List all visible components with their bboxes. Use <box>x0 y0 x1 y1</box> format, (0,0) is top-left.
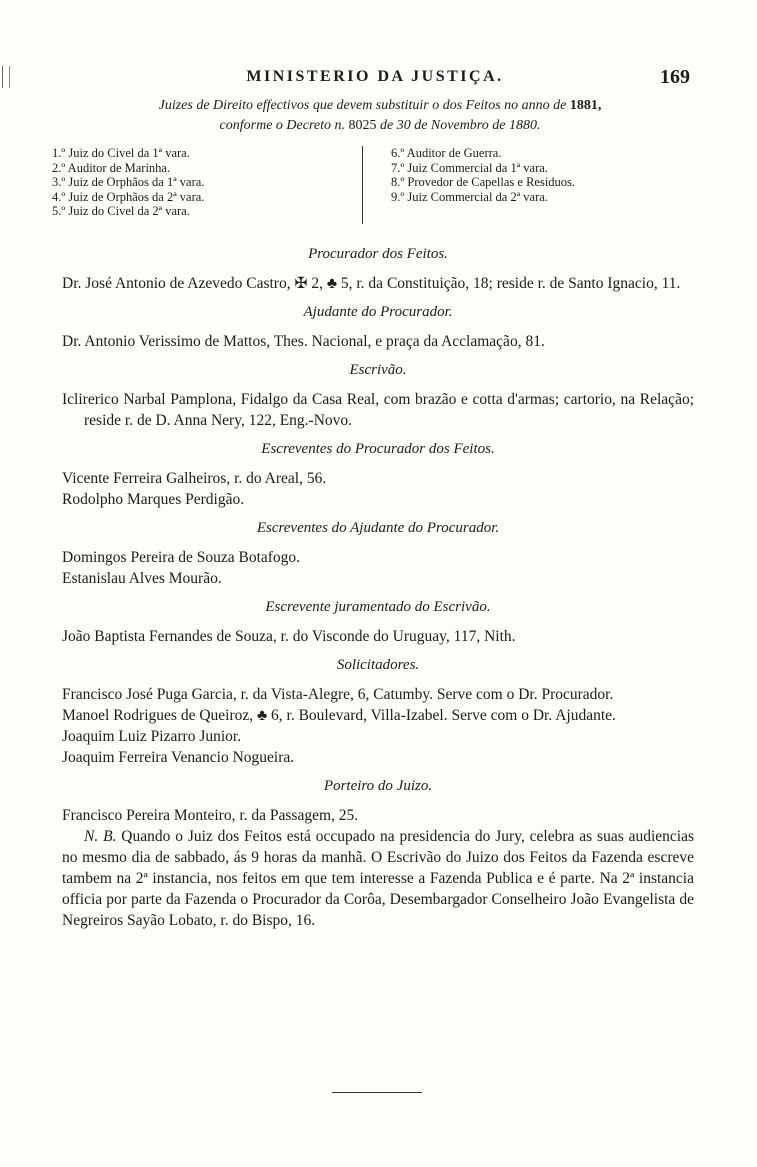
entry-procurador: Dr. José Antonio de Azevedo Castro, ✠ 2, ♣ 5, r. da Constituição, 18; reside r. de Santo Ignacio, 11. <box>62 275 681 292</box>
intro-year: 1881, <box>569 98 602 113</box>
judge-item: 8.º Provedor de Capellas e Residuos. <box>391 175 576 189</box>
intro-line-2: conforme o Decreto n. <box>219 118 345 133</box>
intro-line-2b: de 30 de Novembro de 1880. <box>380 118 541 133</box>
section-title-procurador: Procurador dos Feitos. <box>308 246 448 262</box>
judge-item: 2.º Auditor de Marinha. <box>52 160 171 175</box>
entry-porteiro: Francisco Pereira Monteiro, r. da Passagem, 25. <box>62 807 359 824</box>
entry-solicitador: Joaquim Luiz Pizarro Junior. <box>62 728 242 745</box>
judge-item: 4.º Juiz de Orphãos da 2ª vara. <box>52 189 205 204</box>
margin-mark <box>2 66 10 88</box>
entry-ajudante: Dr. Antonio Verissimo de Mattos, Thes. Nacional, e praça da Acclamação, 81. <box>62 333 545 350</box>
section-title-ajudante: Ajudante do Procurador. <box>303 304 453 320</box>
section-title-escreventes-procurador: Escreventes do Procurador dos Feitos. <box>261 441 495 457</box>
substitute-judges-list <box>52 146 702 238</box>
entry-escrevente: Vicente Ferreira Galheiros, r. do Areal, 56. <box>62 470 327 487</box>
judge-item: 3.º Juiz de Orphãos da 1ª vara. <box>52 175 205 189</box>
entry-solicitador: Manoel Rodrigues de Queiroz, ♣ 6, r. Boulevard, Villa-Izabel. Serve com o Dr. Ajudante. <box>62 707 616 724</box>
running-title: MINISTERIO DA JUSTIÇA. <box>246 68 504 85</box>
judge-item: 6.º Auditor de Guerra. <box>391 146 502 160</box>
nota-bene-text: Quando o Juiz dos Feitos está occupado na presidencia do Jury, celebra as suas audiencias no mesmo dia de sabbado, ás 9 horas da manhã. O Escrivão do Juizo dos Feitos da Fazenda escreve tambem na 2ª instancia, nos feitos em que tem interesse a Fazenda Publica e é parte. Na 2ª instancia officia por parte da Fazenda o Procurador da Corôa, Desembargador Conselheiro João Evangelista de Negreiros Sayão Lobato, r. do Bispo, 16. <box>62 828 694 929</box>
section-title-solicitadores: Solicitadores. <box>336 657 420 673</box>
entry-escrevente-juramentado: João Baptista Fernandes de Souza, r. do Visconde do Uruguay, 117, Nith. <box>62 628 516 645</box>
section-title-escrivao: Escrivão. <box>349 362 407 378</box>
entry-escrevente: Estanislau Alves Mourão. <box>62 570 222 587</box>
page-header <box>60 66 690 90</box>
section-title-escreventes-ajudante: Escreventes do Ajudante do Procurador. <box>256 520 500 536</box>
intro-heading <box>60 96 700 136</box>
entry-solicitador: Francisco José Puga Garcia, r. da Vista-Alegre, 6, Catumby. Serve com o Dr. Procurador. <box>62 686 614 703</box>
entry-escrivao: Iclirerico Narbal Pamplona, Fidalgo da Casa Real, com brazão e cotta d'armas; cartorio, na Relação; reside r. de D. Anna Nery, 122, Eng.-Novo. <box>62 391 694 429</box>
section-title-porteiro: Porteiro do Juizo. <box>323 778 433 794</box>
entry-escrevente: Rodolpho Marques Perdigão. <box>62 491 245 508</box>
section-title-escrevente-juramentado: Escrevente juramentado do Escrivão. <box>265 599 491 615</box>
page-number: 169 <box>660 66 690 88</box>
judge-item: 5.º Juiz do Civel da 2ª vara. <box>52 204 190 218</box>
judge-item: 9.º Juiz Commercial da 2ª vara. <box>391 189 548 204</box>
judge-item: 7.º Juiz Commercial da 1ª vara. <box>391 160 548 175</box>
closing-rule <box>332 1092 422 1093</box>
judges-right-column <box>362 146 731 224</box>
entry-solicitador: Joaquim Ferreira Venancio Nogueira. <box>62 749 295 766</box>
intro-line-1: Juizes de Direito effectivos que devem substituir o dos Feitos no anno de <box>158 98 567 113</box>
document-body <box>62 236 694 931</box>
nota-bene-label: N. B. <box>84 828 117 845</box>
judge-item: 1.º Juiz do Civel da 1ª vara. <box>52 146 190 160</box>
decree-number: 8025 <box>348 118 377 133</box>
entry-escrevente: Domingos Pereira de Souza Botafogo. <box>62 549 301 566</box>
judges-left-column <box>52 146 352 219</box>
nota-bene <box>62 826 694 931</box>
